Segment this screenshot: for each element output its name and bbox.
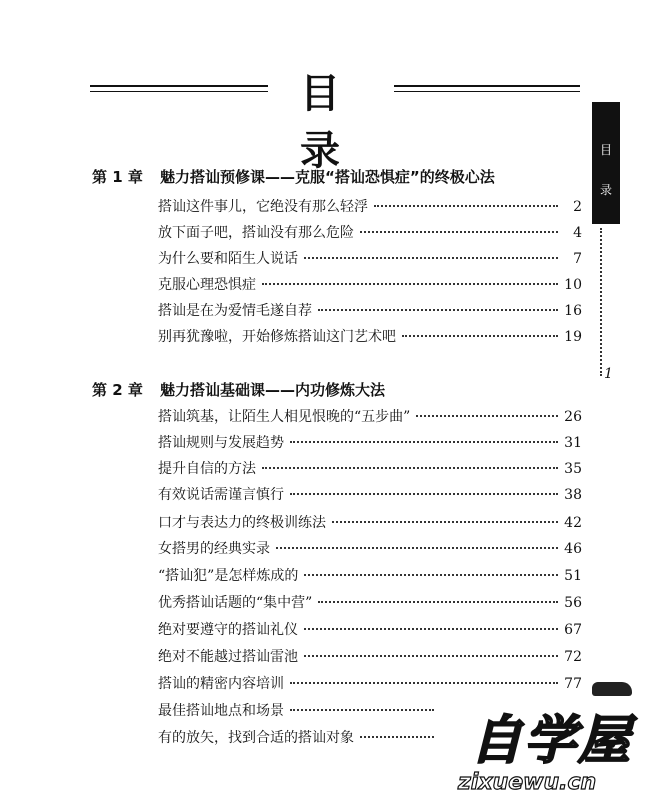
toc-entry[interactable]	[158, 326, 582, 348]
toc-entry-title: 搭讪规则与发展趋势	[158, 435, 284, 451]
leader-dots	[290, 493, 558, 495]
leader-dots	[360, 736, 434, 738]
toc-entry-title: 别再犹豫啦，开始修炼搭讪这门艺术吧	[158, 329, 396, 345]
side-tab-char-2: 录	[599, 183, 612, 197]
toc-entry-title: 为什么要和陌生人说话	[158, 251, 298, 267]
toc-entry[interactable]	[158, 458, 582, 480]
leader-dots	[318, 601, 558, 603]
toc-entry[interactable]	[158, 222, 582, 244]
page-title: 目 录	[300, 71, 370, 174]
leader-dots	[290, 682, 558, 684]
toc-entry[interactable]	[158, 700, 458, 722]
leader-dots	[290, 441, 558, 443]
toc-entry[interactable]	[158, 565, 582, 587]
toc-entry-page: 46	[564, 541, 582, 557]
toc-entry-title: 有的放矢，找到合适的搭讪对象	[158, 730, 354, 746]
title-rule-left	[90, 85, 268, 87]
toc-entry-page: 2	[573, 199, 582, 215]
toc-entry[interactable]	[158, 538, 582, 560]
leader-dots	[262, 467, 558, 469]
toc-title-block	[90, 62, 580, 174]
toc-entry-page: 26	[564, 409, 582, 425]
toc-entry-title: 口才与表达力的终极训练法	[158, 515, 326, 531]
toc-entry-page: 4	[573, 225, 582, 241]
toc-entry[interactable]	[158, 248, 582, 270]
toc-entry-title: 最佳搭讪地点和场景	[158, 703, 284, 719]
page-number: 1	[604, 366, 613, 382]
leader-dots	[262, 283, 558, 285]
chapter-heading	[92, 166, 572, 190]
toc-entry[interactable]	[158, 619, 582, 641]
toc-entry-page: 10	[564, 277, 582, 293]
toc-entry-page: 51	[564, 568, 582, 584]
toc-entry-page: 16	[564, 303, 582, 319]
section-side-tab	[592, 102, 620, 224]
toc-entry-page: 77	[564, 676, 582, 692]
watermark-brand: 自学屋	[470, 711, 633, 771]
side-tab-char-1: 目	[599, 143, 612, 157]
toc-entry[interactable]	[158, 484, 582, 506]
toc-entry-title: 搭讪是在为爱情毛遂自荐	[158, 303, 312, 319]
toc-entry-page: 35	[564, 461, 582, 477]
toc-entry[interactable]	[158, 274, 582, 296]
toc-entry[interactable]	[158, 300, 582, 322]
toc-entry-page: 19	[564, 329, 582, 345]
toc-entry-title: 搭讪筑基，让陌生人相见恨晚的“五步曲”	[158, 409, 411, 425]
leader-dots	[276, 547, 558, 549]
toc-entry[interactable]	[158, 406, 582, 428]
toc-entry-page: 38	[564, 487, 582, 503]
toc-entry[interactable]	[158, 196, 582, 218]
toc-entry-page: 56	[564, 595, 582, 611]
toc-entry[interactable]	[158, 432, 582, 454]
title-rule-right-thin	[394, 91, 580, 92]
toc-entry[interactable]	[158, 592, 582, 614]
chapter-title: 魅力搭讪基础课——内功修炼大法	[160, 381, 386, 399]
leader-dots	[416, 415, 558, 417]
toc-entry-title: 女搭男的经典实录	[158, 541, 270, 557]
leader-dots	[374, 205, 558, 207]
toc-entry-title: 有效说话需谨言慎行	[158, 487, 284, 503]
toc-entry-page: 7	[573, 251, 582, 267]
title-rule-right	[394, 85, 580, 87]
chapter-number: 第 2 章	[92, 381, 143, 399]
leader-dots	[360, 231, 558, 233]
chapter-number: 第 1 章	[92, 168, 143, 186]
toc-entry-title: 提升自信的方法	[158, 461, 256, 477]
toc-entry-title: 搭讪这件事儿，它绝没有那么轻浮	[158, 199, 368, 215]
leader-dots	[402, 335, 558, 337]
toc-entry[interactable]	[158, 512, 582, 534]
toc-entry-title: 克服心理恐惧症	[158, 277, 256, 293]
toc-entry-page: 72	[564, 649, 582, 665]
leader-dots	[318, 309, 558, 311]
watermark-mascot	[592, 682, 632, 696]
leader-dots	[332, 521, 558, 523]
toc-entry-title: 绝对要遵守的搭讪礼仪	[158, 622, 298, 638]
leader-dots	[290, 709, 434, 711]
toc-entry-title: 搭讪的精密内容培训	[158, 676, 284, 692]
toc-entry[interactable]	[158, 673, 582, 695]
toc-entry-title: 优秀搭讪话题的“集中营”	[158, 595, 313, 611]
toc-entry-page: 67	[564, 622, 582, 638]
leader-dots	[304, 655, 558, 657]
toc-entry-page: 42	[564, 515, 582, 531]
chapter-title: 魅力搭讪预修课——克服“搭讪恐惧症”的终极心法	[160, 168, 495, 186]
toc-entry-title: 放下面子吧，搭讪没有那么危险	[158, 225, 354, 241]
toc-entry[interactable]	[158, 727, 458, 749]
chapter-heading	[92, 379, 572, 403]
toc-entry-title: 绝对不能越过搭讪雷池	[158, 649, 298, 665]
toc-entry[interactable]	[158, 646, 582, 668]
side-dotted-rule	[600, 228, 602, 376]
toc-entry-page: 31	[564, 435, 582, 451]
leader-dots	[304, 574, 558, 576]
leader-dots	[304, 257, 558, 259]
leader-dots	[304, 628, 558, 630]
watermark-url: zixuewu.cn	[458, 770, 597, 795]
toc-entry-title: “搭讪犯”是怎样炼成的	[158, 568, 299, 584]
title-rule-left-thin	[90, 91, 268, 92]
